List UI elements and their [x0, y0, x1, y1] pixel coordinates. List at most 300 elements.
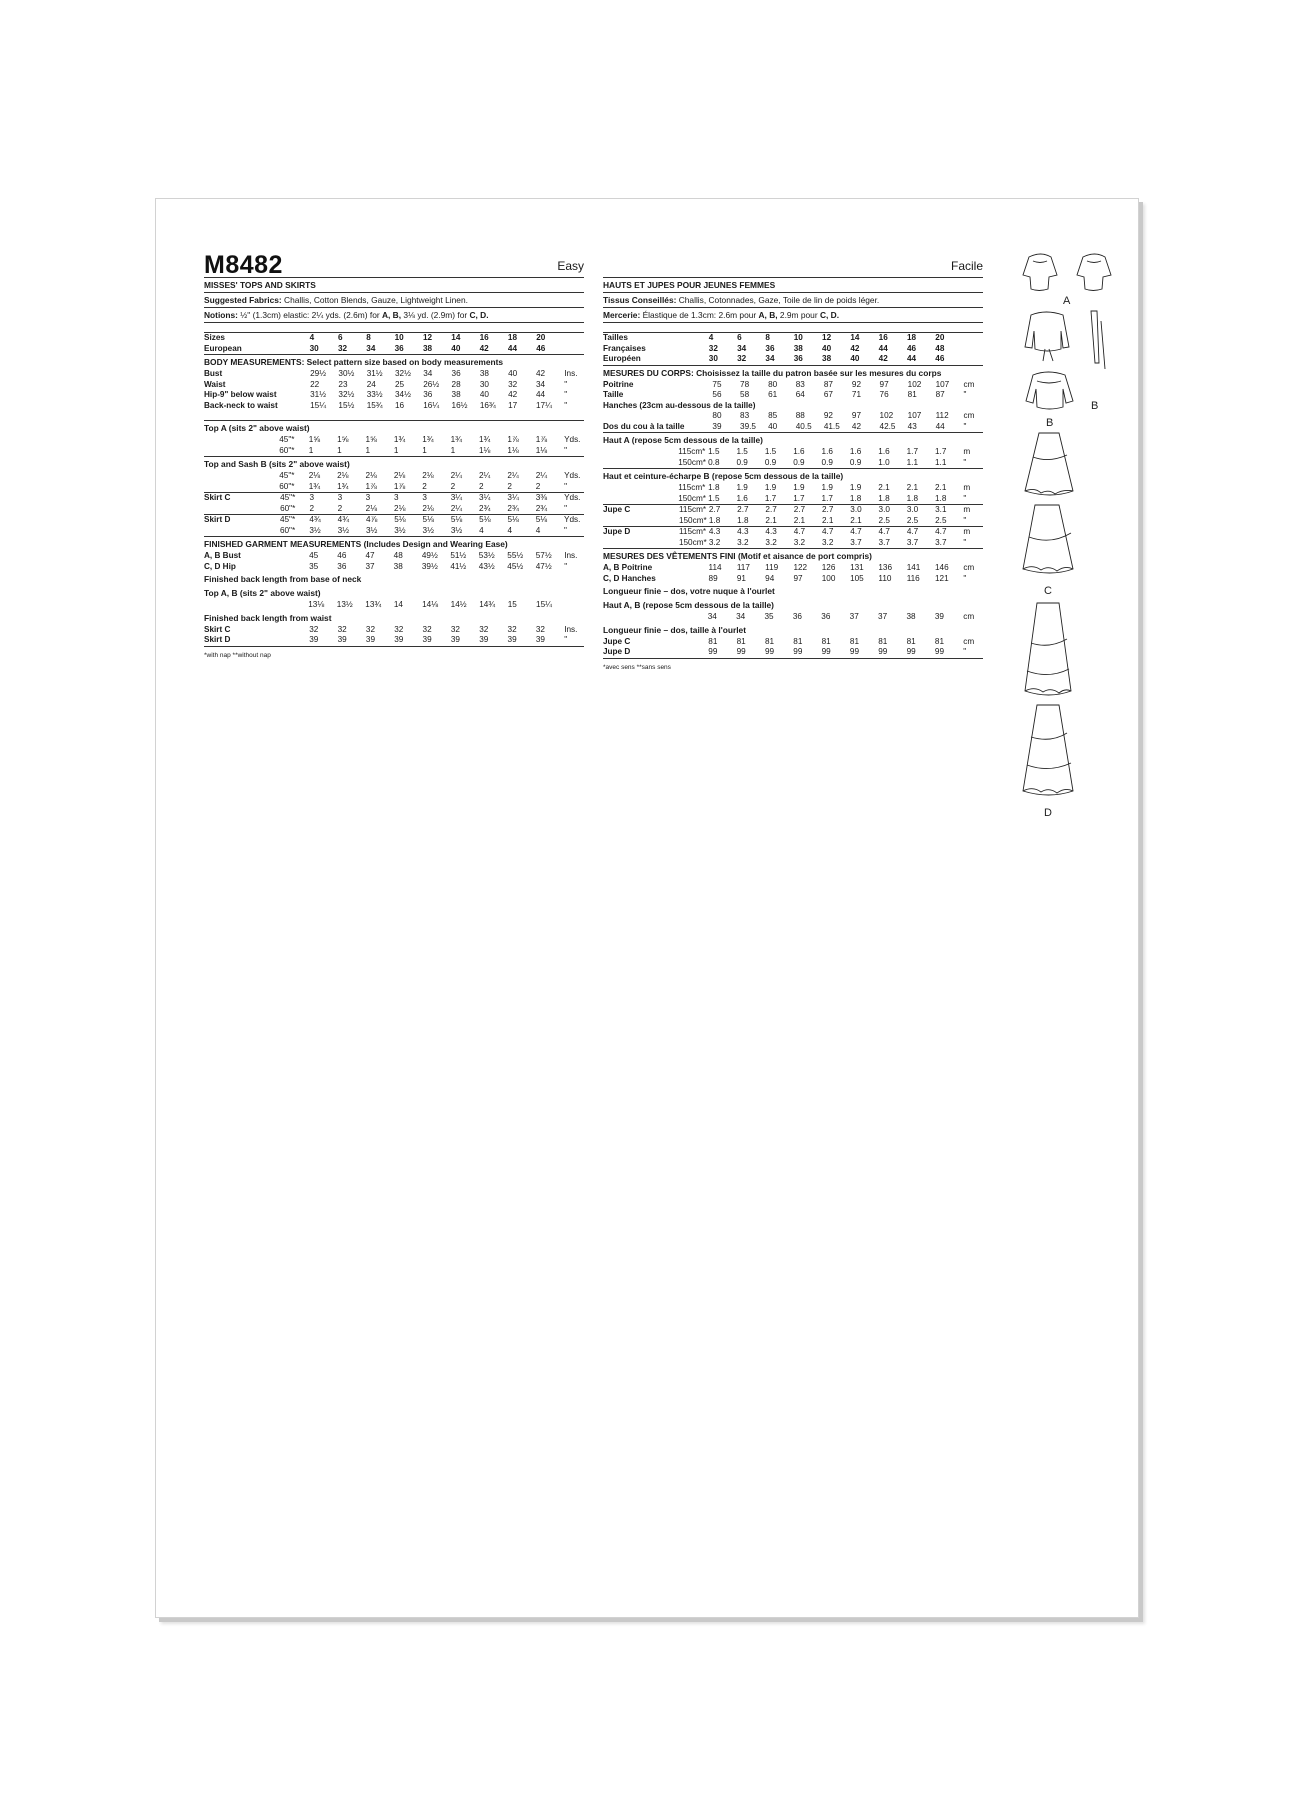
table-value: 2¼	[478, 471, 491, 480]
table-value: 80	[768, 379, 778, 389]
table-value: 81	[907, 390, 917, 399]
table-value: 99	[736, 647, 746, 656]
table-value: 42	[878, 354, 888, 363]
table-value: 3½	[394, 525, 406, 535]
table-value: 32	[422, 624, 432, 634]
table-value: 44	[906, 354, 917, 363]
unit-label: "	[564, 379, 568, 389]
table-value: 102	[907, 379, 922, 389]
notions-fr: Mercerie: Élastique de 1.3cm: 2.6m pour A, B, 2.9m pour C, D.	[603, 310, 840, 320]
unit-label: cm	[963, 379, 975, 389]
table-value: 1	[450, 445, 456, 455]
row-label	[204, 446, 279, 457]
table-value: 42	[851, 421, 862, 431]
table-value: 2¼	[450, 503, 463, 513]
table-value: 2.1	[906, 483, 919, 492]
table-value: 44	[935, 421, 945, 431]
pattern-envelope-back	[155, 198, 1139, 1618]
table-value: 92	[851, 379, 862, 389]
table-value: 18	[906, 333, 917, 342]
jupe-d-yardage	[603, 527, 983, 548]
table-value: 40	[850, 354, 860, 363]
finished-measurements-title: FINISHED GARMENT MEASUREMENTS (Includes Design and Wearing Ease)	[204, 539, 508, 549]
unit-label: Yds.	[564, 471, 581, 480]
table-value: 49½	[421, 551, 438, 560]
unit-label: Ins.	[564, 624, 578, 634]
table-value: 67	[823, 390, 833, 399]
row-label: Skirt D	[204, 635, 231, 644]
table-value: 5⅛	[422, 515, 434, 524]
table-value: 1.7	[906, 447, 919, 456]
table-value: 1.8	[878, 493, 890, 503]
table-value: 56	[712, 390, 722, 399]
table-value: 36	[337, 561, 347, 571]
table-value: 39	[394, 635, 404, 644]
table-value: 2	[309, 503, 315, 513]
table-value: 47½	[535, 561, 552, 571]
unit-label	[565, 344, 584, 355]
size-table-fr	[603, 333, 983, 365]
table-value: 1.5	[708, 493, 720, 503]
table-value: 3.2	[765, 537, 777, 547]
table-value: 1⅝	[337, 435, 349, 444]
table-value: 2	[535, 481, 541, 491]
garment-illustrations	[1021, 251, 1121, 951]
table-value: 117	[736, 563, 750, 572]
unit-label: "	[963, 573, 967, 583]
table-value: 25	[394, 379, 405, 389]
table-value: 2.7	[708, 505, 721, 514]
table-row	[204, 526, 584, 537]
table-value: 14⅛	[422, 600, 439, 609]
table-value: 97	[851, 411, 862, 420]
table-value: 34	[765, 354, 775, 363]
table-value: 36	[451, 369, 461, 378]
body-measurements-table	[204, 369, 584, 411]
table-value: 4.7	[850, 527, 862, 536]
table-value: 1.5	[764, 447, 777, 456]
unit-label: m	[963, 505, 971, 514]
table-value: 2¾	[507, 503, 519, 513]
table-value: 16	[479, 333, 489, 342]
table-value: 48	[393, 551, 403, 560]
table-value: 18	[507, 333, 518, 342]
table-value: 3	[337, 493, 343, 502]
row-sublabel: 150cm*	[678, 515, 707, 525]
table-value: 14½	[450, 600, 467, 609]
table-value: 2⅛	[422, 471, 434, 480]
table-value: 32	[479, 624, 489, 634]
view-d-illustration	[1023, 603, 1073, 819]
table-value: 3¼	[507, 493, 519, 502]
unit-label	[964, 354, 983, 365]
unit-label: Yds.	[564, 493, 581, 502]
table-value: 0.9	[793, 457, 805, 467]
table-value: 2.1	[934, 483, 947, 492]
table-value: 2⅛	[365, 503, 378, 513]
table-value: 46	[536, 343, 546, 353]
table-value: 5⅛	[479, 515, 491, 524]
table-value: 42	[536, 369, 546, 378]
table-value: 36	[765, 343, 775, 353]
unit-label: Ins.	[564, 369, 578, 378]
table-row	[204, 600, 584, 611]
table-value: 3.2	[737, 537, 749, 547]
table-value: 38	[906, 612, 916, 621]
finished-measurements-table	[204, 551, 584, 572]
table-value: 40	[508, 369, 518, 378]
table-value: 42.5	[879, 421, 896, 431]
table-value: 1¾	[478, 435, 491, 444]
table-value: 2⅛	[394, 503, 406, 513]
row-label	[204, 504, 280, 515]
table-value: 4	[708, 333, 714, 342]
table-value: 1	[365, 445, 371, 455]
table-value: 121	[935, 573, 949, 583]
table-value: 8	[765, 333, 770, 342]
table-value: 97	[879, 379, 889, 389]
table-value: 85	[768, 411, 778, 420]
table-value: 4	[309, 333, 315, 342]
table-value: 32	[394, 624, 404, 634]
table-value: 12	[822, 333, 832, 342]
table-value: 3.0	[878, 505, 890, 514]
table-value: 34	[423, 369, 433, 378]
table-value: 22	[310, 379, 320, 389]
table-value: 1⅝	[308, 435, 321, 444]
footnote: *with nap **without nap	[204, 651, 271, 659]
table-row	[204, 401, 584, 412]
table-value: 6	[337, 333, 343, 342]
table-value: 2	[422, 481, 427, 491]
table-row	[603, 344, 983, 355]
table-value: 83	[795, 379, 805, 389]
table-value: 1⅞	[365, 481, 377, 491]
table-value: 38	[793, 343, 803, 353]
table-value: 40.5	[795, 421, 812, 431]
table-value: 3.0	[850, 505, 862, 514]
row-sublabel	[679, 647, 708, 658]
row-label: Jupe C	[603, 505, 631, 514]
back-waist-table-fr	[603, 637, 983, 658]
table-value: 33½	[366, 390, 383, 399]
table-value: 0.9	[821, 457, 833, 467]
table-value: 75	[712, 379, 722, 389]
row-label: Skirt C	[204, 493, 231, 502]
table-value: 44	[878, 343, 888, 353]
table-value: 99	[906, 647, 916, 656]
table-value: 87	[823, 379, 833, 389]
table-value: 32	[737, 354, 747, 363]
table-value: 4	[507, 525, 512, 535]
table-value: 23	[338, 379, 348, 389]
table-value: 3½	[337, 525, 350, 535]
table-value: 81	[736, 636, 746, 646]
table-row	[603, 458, 983, 469]
table-row	[603, 516, 983, 527]
table-value: 71	[851, 390, 862, 399]
view-b-illustration	[1026, 372, 1098, 429]
table-row	[204, 504, 584, 515]
table-value: 102	[879, 411, 894, 420]
table-value: 14¾	[479, 600, 496, 609]
table-value: 3¼	[479, 493, 491, 502]
table-value: 8	[366, 333, 371, 342]
table-value: 44	[507, 343, 518, 353]
table-value: 4	[479, 525, 484, 535]
table-value: 2.1	[821, 515, 834, 525]
table-value: 1.8	[708, 483, 720, 492]
row-sublabel	[280, 562, 309, 573]
row-label: Tailles	[603, 333, 628, 342]
back-neck-table	[204, 600, 584, 611]
top-b-yardage	[204, 471, 584, 492]
back-neck-table-fr	[603, 612, 983, 623]
pattern-title: MISSES' TOPS AND SKIRTS	[204, 280, 316, 290]
table-value: 3.1	[935, 505, 947, 514]
table-value: 28	[451, 379, 461, 389]
table-value: 41½	[450, 561, 467, 571]
table-value: 2¼	[507, 471, 519, 480]
french-column	[603, 251, 983, 671]
row-label	[603, 494, 678, 505]
table-value: 0.8	[708, 457, 720, 467]
table-value: 4.7	[793, 527, 806, 536]
table-value: 81	[878, 636, 888, 646]
table-value: 34½	[394, 390, 411, 399]
table-value: 2	[337, 503, 343, 513]
table-value: 1.8	[906, 493, 919, 503]
table-value: 4	[535, 525, 541, 535]
table-value: 39	[934, 612, 944, 621]
table-value: 55½	[507, 551, 524, 560]
row-sublabel	[281, 333, 310, 344]
table-value: 1⅛	[535, 445, 548, 455]
table-value: 3.7	[935, 537, 947, 547]
table-value: 16	[394, 400, 405, 410]
row-sublabel	[282, 401, 310, 412]
table-value: 81	[934, 636, 945, 646]
row-sublabel: 115cm*	[678, 505, 707, 514]
unit-label: "	[963, 457, 967, 467]
table-value: 81	[849, 636, 860, 646]
unit-label: "	[963, 537, 967, 547]
table-value: 97	[793, 573, 803, 583]
table-value: 76	[879, 390, 889, 399]
table-value: 4.7	[878, 527, 890, 536]
table-value: 40	[822, 343, 832, 353]
table-value: 3.2	[793, 537, 806, 547]
table-row	[204, 562, 584, 573]
table-value: 38	[393, 561, 403, 571]
table-row	[603, 390, 983, 401]
table-value: 43½	[478, 561, 495, 571]
unit-label: m	[963, 447, 971, 456]
table-value: 126	[821, 563, 836, 572]
table-value: 32½	[338, 390, 355, 399]
row-sublabel	[679, 612, 708, 623]
table-value: 1.7	[764, 493, 777, 503]
table-value: 3	[309, 493, 315, 502]
table-value: 81	[906, 636, 916, 646]
row-sublabel	[684, 390, 712, 401]
row-label	[603, 458, 678, 469]
table-value: 89	[708, 573, 718, 583]
row-sublabel: 60"*	[280, 503, 296, 513]
notions: Notions: ½" (1.3cm) elastic: 2¼ yds. (2.6m) for A, B, 3⅛ yd. (2.9m) for C, D.	[204, 310, 489, 320]
table-value: 47	[365, 551, 375, 560]
table-value: 110	[878, 573, 892, 583]
unit-label: m	[963, 483, 971, 492]
row-label	[603, 411, 684, 422]
table-value: 107	[907, 411, 922, 420]
unit-label	[964, 344, 983, 355]
table-value: 36	[821, 612, 831, 621]
table-value: 14	[451, 333, 461, 342]
row-sublabel	[684, 380, 712, 391]
table-value: 3½	[422, 525, 434, 535]
table-value: 57½	[535, 551, 552, 560]
table-value: 39½	[421, 561, 438, 571]
table-value: 20	[536, 333, 546, 342]
table-row	[204, 635, 584, 646]
table-value: 94	[765, 573, 775, 583]
table-value: 46	[337, 551, 347, 560]
table-row	[603, 538, 983, 549]
row-sublabel: 45"*	[279, 515, 296, 524]
row-label: Européen	[603, 354, 641, 363]
row-label: Hip-9" below waist	[204, 390, 277, 399]
haut-a-title: Haut A (repose 5cm dessous de la taille)	[603, 435, 763, 445]
table-value: 31½	[366, 369, 383, 378]
table-value: 4¾	[337, 515, 350, 524]
top-a-yardage	[204, 435, 584, 456]
row-label	[603, 516, 679, 527]
row-label	[204, 526, 280, 537]
table-value: 17¼	[536, 400, 552, 410]
row-label: A, B Bust	[204, 551, 241, 560]
unit-label: cm	[963, 411, 975, 420]
row-sublabel	[684, 422, 712, 433]
table-value: 38	[422, 343, 433, 353]
table-value: 2⅛	[337, 471, 349, 480]
table-value: 81	[708, 636, 718, 646]
table-row	[204, 446, 584, 457]
table-value: 39	[712, 421, 722, 431]
table-value: 34	[736, 612, 746, 621]
table-value: 3.0	[906, 505, 919, 514]
view-label-c: C	[1044, 585, 1052, 597]
table-value: 1.5	[736, 447, 748, 456]
table-value: 2	[450, 481, 456, 491]
table-value: 1¾	[450, 435, 462, 444]
table-row	[204, 369, 584, 380]
back-waist-title-fr: Longueur finie – dos, taille à l'ourlet	[603, 624, 746, 635]
table-value: 15¼	[310, 400, 327, 410]
table-value: 37	[365, 561, 375, 571]
view-label-a: A	[1063, 295, 1071, 307]
table-value: 31½	[310, 390, 327, 399]
finished-measurements-table-fr	[603, 563, 983, 584]
row-sublabel	[279, 600, 308, 611]
table-value: 1⅝	[365, 435, 377, 444]
table-value: 16½	[451, 400, 468, 410]
row-sublabel: 150cm*	[678, 537, 707, 547]
skirt-d-yardage	[204, 515, 584, 536]
table-value: 4.3	[737, 527, 749, 536]
table-value: 2.5	[935, 515, 947, 525]
table-value: 81	[793, 636, 803, 646]
body-measurements-title-fr: MESURES DU CORPS: Choisissez la taille du patron basée sur les mesures du corps	[603, 367, 942, 378]
table-value: 14	[850, 333, 860, 342]
row-label	[204, 600, 279, 611]
table-value: 45½	[507, 561, 524, 571]
table-value: 4.7	[821, 527, 834, 536]
table-value: 2.7	[793, 505, 806, 514]
unit-label: "	[963, 647, 967, 656]
table-value: 1¾	[337, 481, 349, 491]
row-sublabel: 60"*	[279, 445, 295, 455]
table-value: 88	[795, 411, 805, 420]
table-value: 44	[536, 390, 546, 399]
row-sublabel	[280, 551, 309, 562]
unit-label: cm	[963, 636, 975, 646]
view-a-illustration	[1023, 254, 1111, 307]
table-row	[204, 625, 584, 636]
jupe-c-yardage	[603, 505, 983, 526]
top-a-title: Top A (sits 2" above waist)	[204, 423, 310, 433]
row-sublabel	[679, 637, 708, 648]
row-sublabel: 60"*	[279, 525, 296, 535]
unit-label: Yds.	[564, 515, 581, 524]
table-value: 5⅛	[507, 515, 519, 524]
table-value: 99	[849, 647, 860, 656]
english-column	[204, 251, 584, 659]
table-row	[603, 612, 983, 623]
table-value: 3	[365, 493, 371, 502]
table-value: 32	[309, 624, 319, 634]
table-value: 32	[508, 379, 518, 389]
row-sublabel	[280, 625, 309, 636]
unit-label: "	[963, 493, 967, 503]
unit-label: "	[963, 390, 967, 399]
table-value: 46	[906, 343, 917, 353]
table-value: 16¾	[479, 400, 496, 410]
table-value: 32	[535, 624, 545, 634]
table-value: 16	[878, 333, 888, 342]
table-value: 10	[793, 333, 803, 342]
back-waist-table	[204, 625, 584, 646]
table-value: 81	[821, 636, 831, 646]
table-row	[603, 574, 983, 585]
row-label	[603, 612, 679, 623]
table-value: 81	[764, 636, 775, 646]
table-value: 39	[422, 635, 432, 644]
back-neck-title-fr: Longueur finie – dos, votre nuque à l'ourlet	[603, 586, 775, 596]
table-value: 39	[337, 635, 347, 644]
table-row	[204, 493, 584, 504]
table-value: 1.5	[708, 447, 720, 456]
table-value: 99	[793, 647, 803, 656]
row-sublabel	[684, 411, 712, 422]
unit-label: "	[564, 503, 567, 513]
row-sublabel: 115cm*	[678, 447, 706, 456]
table-value: 3⅜	[535, 493, 548, 502]
table-value: 1.8	[737, 515, 749, 525]
table-value: 1	[422, 445, 427, 455]
unit-label: "	[564, 525, 567, 535]
row-sublabel: 115cm*	[678, 483, 706, 492]
